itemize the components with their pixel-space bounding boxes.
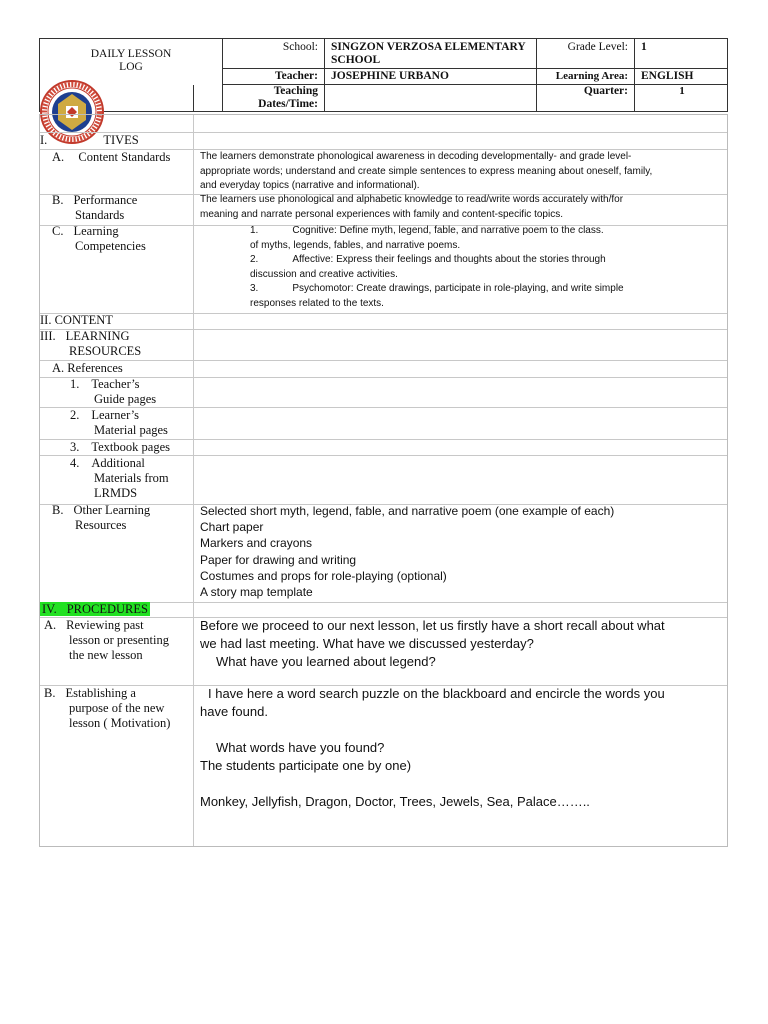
teacher-value: JOSEPHINE URBANO xyxy=(331,70,449,82)
list-item: Markers and crayons xyxy=(200,536,313,551)
competency-item: 1. Cognitive: Define myth, legend, fable, and narrative poem to the class. of myths, legends, fables, and narrative poems. xyxy=(250,225,604,251)
content-standards-label: A. Content Standards xyxy=(52,150,171,164)
ref-textbook-pages: 3. Textbook pages xyxy=(70,440,170,454)
other-resources-list xyxy=(200,503,720,600)
lesson-log-header xyxy=(39,38,728,112)
performance-standards-label: B. Performance Standards xyxy=(52,193,138,222)
learning-area-label: Learning Area: xyxy=(555,70,628,82)
other-resources-label: B. Other Learning Resources xyxy=(52,503,151,532)
learning-competencies-label: C. Learning Competencies xyxy=(52,224,146,253)
ref-teachers-guide: 1. Teacher’s Guide pages xyxy=(70,377,157,406)
ref-additional-materials: 4. Additional Materials from LRMDS xyxy=(70,456,169,500)
competency-item: 2. Affective: Express their feelings and thoughts about the stories through discussion and creative activities. xyxy=(250,254,606,280)
procedure-a-text: Before we proceed to our next lesson, let us firstly have a short recall about what we had last meeting. What have we discussed yesterday? What have you learned about legend? xyxy=(200,618,665,669)
performance-standards-text: The learners use phonological and alphabetic knowledge to read/write words accurately with/for meaning and narrate personal experiences with family and content-specific topics. xyxy=(200,194,624,220)
quarter-value: 1 xyxy=(679,85,685,97)
references-label: A. References xyxy=(52,361,123,375)
grade-level-label: Grade Level: xyxy=(567,41,628,53)
list-item: Selected short myth, legend, fable, and narrative poem (one example of each) xyxy=(200,504,615,518)
teacher-label: Teacher: xyxy=(274,70,318,82)
objectives-heading: I. TIVES xyxy=(40,133,139,147)
list-item: A story map template xyxy=(200,585,313,600)
list-item: Costumes and props for role-playing (optional) xyxy=(200,568,447,583)
learning-competencies-list xyxy=(250,224,720,312)
list-item: Chart paper xyxy=(200,520,264,535)
school-label: School: xyxy=(282,41,318,53)
school-value: SINGZON VERZOSA ELEMENTARY SCHOOL xyxy=(331,41,526,66)
grade-level-value: 1 xyxy=(641,41,647,53)
quarter-label: Quarter: xyxy=(583,85,628,97)
list-item: Paper for drawing and writing xyxy=(200,552,357,567)
procedure-b-label: B. Establishing a purpose of the new lesson ( Motivation) xyxy=(44,686,171,730)
procedures-heading: IV. PROCEDURES xyxy=(42,602,148,616)
procedure-b-text: I have here a word search puzzle on the blackboard and encircle the words you have found. What words have you found? The students participate one by one) Monkey, Jellyfish, Dragon, Doctor, Trees, Jewels, Sea, Palace…….. xyxy=(200,686,665,809)
competency-item: 3. Psychomotor: Create drawings, participate in role-playing, and write simple responses related to the texts. xyxy=(250,283,624,309)
procedure-a-label: A. Reviewing past lesson or presenting the new lesson xyxy=(44,618,169,662)
teaching-dates-label: Teaching Dates/Time: xyxy=(258,85,318,110)
lesson-log-table xyxy=(39,114,728,847)
content-heading: II. CONTENT xyxy=(40,313,113,327)
doc-title: DAILY LESSON LOG xyxy=(90,48,172,73)
learning-resources-heading: III. LEARNING RESOURCES xyxy=(40,329,142,358)
ref-learners-material: 2. Learner’s Material pages xyxy=(70,408,168,437)
learning-area-value: ENGLISH xyxy=(641,70,694,82)
content-standards-text: The learners demonstrate phonological awareness in decoding developmentally- and grade level- appropriate words; understand and create simple sentences to express meaning about oneself, family, and everyday topics (narrative and informational). xyxy=(200,151,653,192)
